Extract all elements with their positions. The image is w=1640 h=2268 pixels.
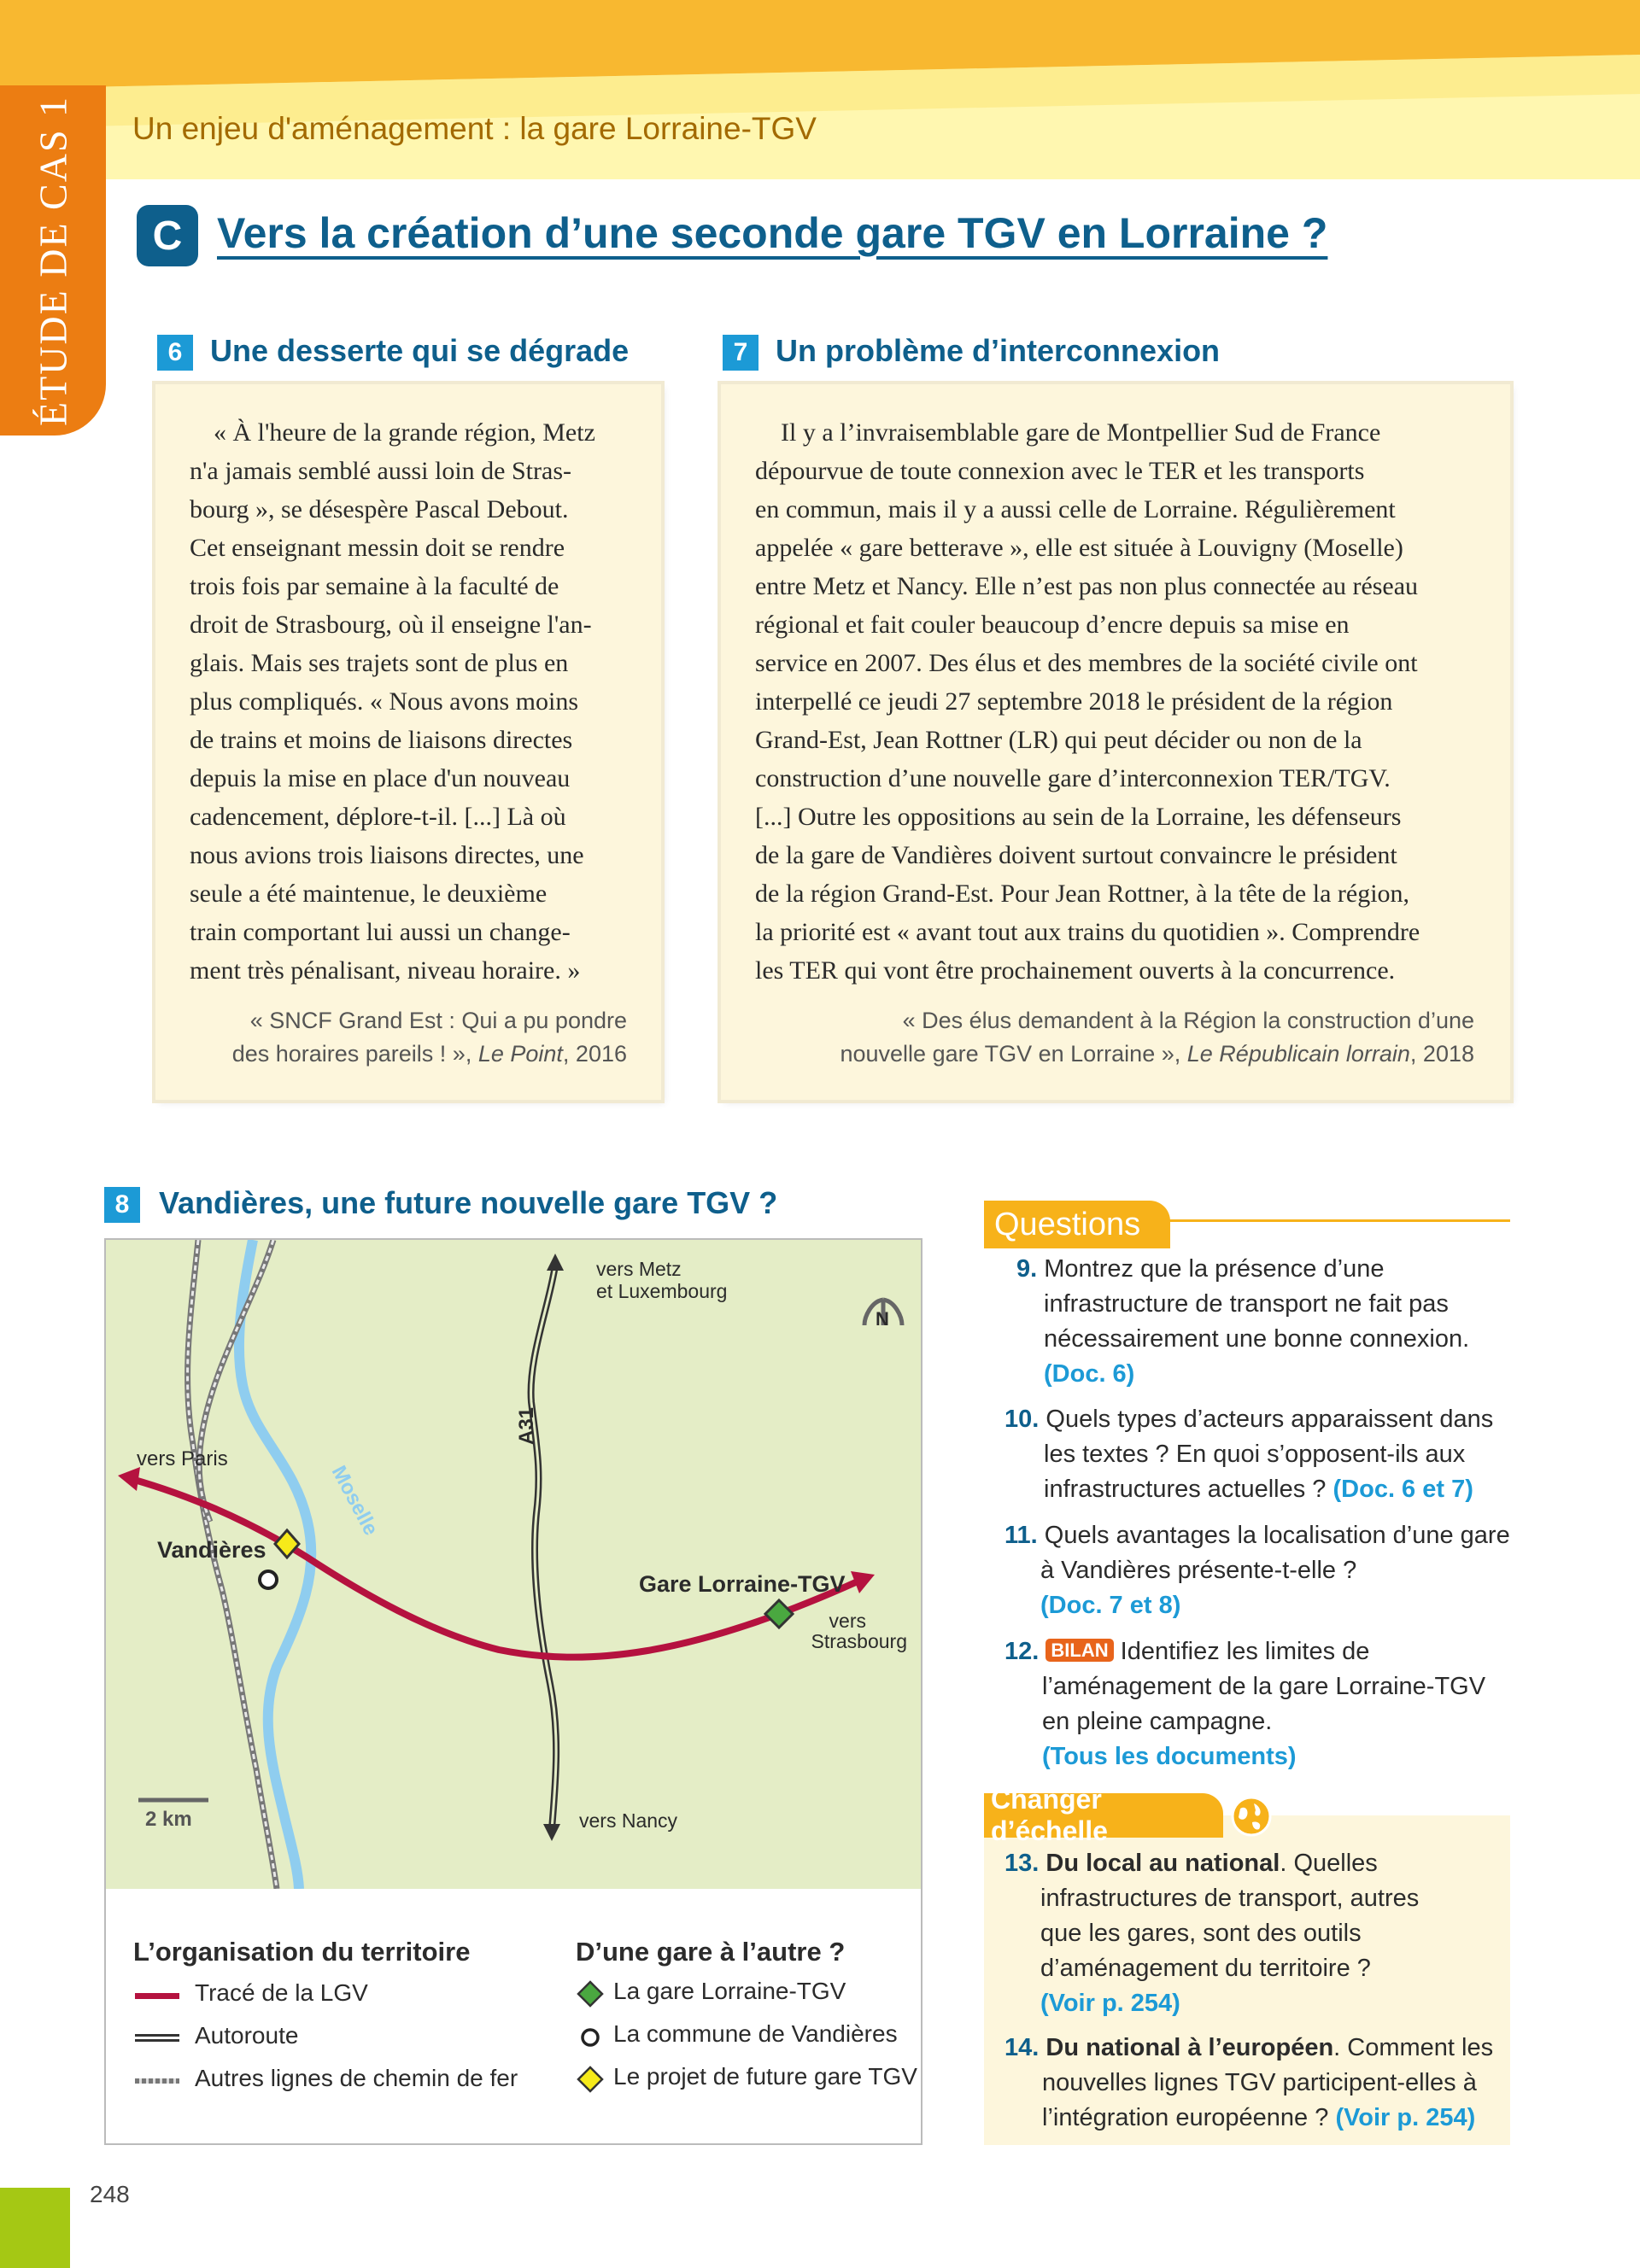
doc7-source-year: , 2018 bbox=[1409, 1041, 1474, 1067]
doc7-title: Un problème d’interconnexion bbox=[776, 333, 1221, 368]
doc6-source-part: des horaires pareils ! », bbox=[231, 1041, 472, 1067]
scale-label: 2 km bbox=[145, 1808, 192, 1831]
doc6-line: depuis la mise en place d'un nouveau bbox=[190, 764, 571, 792]
question-11-number: 11. bbox=[1004, 1522, 1038, 1549]
doc6-line: trois fois par semaine à la faculté de bbox=[190, 572, 559, 600]
doc6-line: n'a jamais semblé aussi loin de Stras- bbox=[190, 457, 571, 485]
doc7-line: Il y a l’invraisemblable gare de Montpellier Sud de France bbox=[781, 418, 1381, 447]
label-vers-strasbourg-1: vers bbox=[829, 1610, 866, 1632]
doc6-line: glais. Mais ses trajets sont de plus en bbox=[190, 649, 569, 677]
doc6-line: train comportant lui aussi un change- bbox=[190, 918, 571, 946]
legend-autoroute-swatch bbox=[135, 2034, 179, 2042]
doc6-source-line bbox=[183, 1038, 627, 1071]
doc6-source bbox=[183, 1004, 627, 1071]
question-10-text: Quels types d’acteurs apparaissent dans bbox=[1046, 1406, 1494, 1433]
question-9-text: infrastructure de transport ne fait pas bbox=[1044, 1290, 1449, 1318]
question-10-ref: (Doc. 6 et 7) bbox=[1332, 1476, 1473, 1503]
question-14-text: l’intégration européenne ? bbox=[1042, 2104, 1329, 2131]
question-10-text: infrastructures actuelles ? bbox=[1044, 1476, 1327, 1503]
question-13-ref: (Voir p. 254) bbox=[1040, 1990, 1180, 2017]
legend-gare-marker bbox=[578, 1982, 602, 2006]
doc7-line: appelée « gare betterave », elle est située à Louvigny (Moselle) bbox=[755, 534, 1403, 562]
label-gare-lorraine: Gare Lorraine-TGV bbox=[639, 1571, 846, 1597]
question-13-text: que les gares, sont des outils bbox=[1040, 1920, 1362, 1947]
doc6-number: 6 bbox=[157, 335, 193, 371]
legend-lgv-swatch bbox=[135, 1993, 179, 1999]
top-banner bbox=[0, 0, 1640, 179]
doc7-line: en commun, mais il y a aussi celle de Lorraine. Régulièrement bbox=[755, 495, 1396, 523]
question-11-line bbox=[1004, 1518, 1512, 1553]
question-12-ref: (Tous les documents) bbox=[1042, 1743, 1297, 1770]
legend-projet: Le projet de future gare TGV bbox=[613, 2063, 917, 2090]
doc6-line: cadencement, déplore-t-il. [...] Là où bbox=[190, 803, 566, 831]
legend-autoroute: Autoroute bbox=[195, 2022, 299, 2049]
map bbox=[106, 1240, 921, 1889]
question-12-text: en pleine campagne. bbox=[1042, 1708, 1273, 1735]
doc6-line: de trains et moins de liaisons directes bbox=[190, 726, 573, 754]
question-14-line bbox=[1004, 2101, 1512, 2136]
doc7-line: dépourvue de toute connexion avec le TER et les transports bbox=[755, 457, 1365, 485]
label-vers-nancy: vers Nancy bbox=[579, 1809, 678, 1832]
question-9-text: Montrez que la présence d’une bbox=[1044, 1255, 1385, 1283]
question-14-text: . Comment les bbox=[1333, 2034, 1494, 2061]
doc6-line: bourg », se désespère Pascal Debout. bbox=[190, 495, 569, 523]
globe-icon bbox=[1230, 1795, 1273, 1838]
doc7-line: régional et fait couler beaucoup d’encre depuis sa mise en bbox=[755, 611, 1350, 639]
section-letter: C bbox=[137, 205, 198, 266]
doc6-line: plus compliqués. « Nous avons moins bbox=[190, 687, 578, 716]
question-12 bbox=[1004, 1633, 1512, 1774]
doc6-source-title: Le Point bbox=[477, 1041, 563, 1067]
legend-rail-swatch bbox=[135, 2078, 179, 2084]
question-9-number: 9. bbox=[1016, 1255, 1038, 1283]
legend-rail: Autres lignes de chemin de fer bbox=[195, 2065, 518, 2091]
question-9-line bbox=[1016, 1252, 1512, 1287]
label-vers-paris: vers Paris bbox=[137, 1447, 228, 1470]
label-vers-metz-2: et Luxembourg bbox=[596, 1280, 728, 1302]
legend-projet-marker bbox=[578, 2067, 602, 2091]
doc7-line: construction d’une nouvelle gare d’interconnexion TER/TGV. bbox=[755, 764, 1391, 792]
doc7-line: [...] Outre les oppositions au sein de la Lorraine, les défenseurs bbox=[755, 803, 1402, 831]
legend-markers bbox=[576, 1979, 605, 2116]
question-9-text: nécessairement une bonne connexion. bbox=[1044, 1325, 1470, 1353]
question-10-text: les textes ? En quoi s’opposent-ils aux bbox=[1044, 1441, 1466, 1468]
bilan-badge: BILAN bbox=[1046, 1639, 1113, 1662]
question-13-text: . Quelles bbox=[1280, 1850, 1378, 1877]
doc7-source-part: nouvelle gare TGV en Lorraine », bbox=[840, 1041, 1181, 1067]
label-moselle: Moselle bbox=[326, 1462, 383, 1540]
doc7-box bbox=[721, 384, 1510, 1100]
doc7-source bbox=[757, 1004, 1474, 1071]
label-vers-metz-1: vers Metz bbox=[596, 1258, 682, 1280]
legend-commune: La commune de Vandières bbox=[613, 2020, 898, 2047]
question-9-ref: (Doc. 6) bbox=[1044, 1360, 1135, 1388]
question-10-line bbox=[1004, 1472, 1512, 1507]
doc7-source-title: Le Républicain lorrain bbox=[1186, 1041, 1410, 1067]
north-label: N bbox=[876, 1308, 889, 1330]
doc7-line: de la région Grand-Est. Pour Jean Rottner, à la tête de la région, bbox=[755, 880, 1410, 908]
legend-title-left: L’organisation du territoire bbox=[133, 1937, 471, 1967]
label-vers-strasbourg-2: Strasbourg bbox=[811, 1630, 907, 1652]
question-14-line bbox=[1004, 2031, 1512, 2066]
doc6-box bbox=[155, 384, 661, 1100]
doc7-line: Grand-Est, Jean Rottner (LR) qui peut décider ou non de la bbox=[755, 726, 1362, 754]
question-14-ref: (Voir p. 254) bbox=[1335, 2104, 1476, 2131]
question-14-text: nouvelles lignes TGV participent-elles à bbox=[1042, 2069, 1477, 2096]
doc7-number: 7 bbox=[723, 335, 758, 371]
changer-echelle-tab: Changer d’échelle bbox=[984, 1793, 1223, 1838]
question-10-line bbox=[1004, 1402, 1512, 1437]
question-11-text: Quels avantages la localisation d’une gare bbox=[1044, 1522, 1510, 1549]
doc7-source-line: « Des élus demandent à la Région la construction d’une bbox=[902, 1008, 1474, 1033]
doc8-number: 8 bbox=[104, 1187, 140, 1223]
label-a31: A31 bbox=[515, 1406, 538, 1445]
doc6-line: seule a été maintenue, le deuxième bbox=[190, 880, 548, 908]
doc7-line: entre Metz et Nancy. Elle n’est pas non plus connectée au réseau bbox=[755, 572, 1419, 600]
question-10-number: 10. bbox=[1004, 1406, 1040, 1433]
section-title: Vers la création d’une seconde gare TGV en Lorraine ? bbox=[217, 209, 1328, 257]
doc6-line: Cet enseignant messin doit se rendre bbox=[190, 534, 565, 562]
question-13-line bbox=[1004, 1846, 1512, 1881]
legend-commune-marker bbox=[583, 2030, 598, 2045]
question-13-heading: Du local au national bbox=[1046, 1850, 1280, 1877]
question-11 bbox=[1004, 1518, 1512, 1623]
question-14-number: 14. bbox=[1004, 2034, 1040, 2061]
label-vandieres: Vandières bbox=[157, 1537, 266, 1563]
doc7-line: les TER qui vont être prochainement ouverts à la concurrence. bbox=[755, 956, 1396, 985]
map-background bbox=[106, 1240, 921, 1889]
doc6-line: « À l'heure de la grande région, Metz bbox=[214, 418, 595, 447]
legend-title-right: D’une gare à l’autre ? bbox=[576, 1937, 846, 1967]
corner-accent bbox=[0, 2188, 70, 2268]
question-12-text: l’aménagement de la gare Lorraine-TGV bbox=[1042, 1673, 1486, 1700]
questions-tab: Questions bbox=[984, 1201, 1170, 1248]
doc7-source-line bbox=[757, 1038, 1474, 1071]
question-14 bbox=[1004, 2031, 1512, 2136]
side-label: ÉTUDE DE CAS 1 bbox=[31, 95, 75, 426]
case-title: Un enjeu d'aménagement : la gare Lorraine-TGV bbox=[132, 111, 817, 146]
doc6-line: nous avions trois liaisons directes, une bbox=[190, 841, 584, 869]
question-11-text: à Vandières présente-t-elle ? bbox=[1040, 1557, 1357, 1584]
doc6-source-year: , 2016 bbox=[562, 1041, 627, 1067]
question-14-heading: Du national à l’européen bbox=[1046, 2034, 1334, 2061]
question-13 bbox=[1004, 1846, 1512, 2021]
question-12-line bbox=[1004, 1633, 1512, 1669]
question-13-text: d’aménagement du territoire ? bbox=[1040, 1955, 1371, 1982]
legend-lgv: Tracé de la LGV bbox=[195, 1979, 368, 2006]
question-10 bbox=[1004, 1402, 1512, 1507]
question-12-number: 12. bbox=[1004, 1638, 1040, 1665]
question-11-ref: (Doc. 7 et 8) bbox=[1040, 1592, 1181, 1619]
doc7-line: service en 2007. Des élus et des membres de la société civile ont bbox=[755, 649, 1418, 677]
doc6-text bbox=[190, 413, 627, 990]
doc7-line: interpellé ce jeudi 27 septembre 2018 le président de la région bbox=[755, 687, 1393, 716]
question-12-text: Identifiez les limites de bbox=[1120, 1638, 1370, 1665]
doc6-source-line: « SNCF Grand Est : Qui a pu pondre bbox=[249, 1008, 627, 1033]
doc7-text bbox=[755, 413, 1474, 990]
doc6-line: ment très pénalisant, niveau horaire. » bbox=[190, 956, 581, 985]
doc7-line: la priorité est « avant tout aux trains du quotidien ». Comprendre bbox=[755, 918, 1420, 946]
doc7-line: de la gare de Vandières doivent surtout convaincre le président bbox=[755, 841, 1397, 869]
doc6-line: droit de Strasbourg, où il enseigne l'an- bbox=[190, 611, 592, 639]
doc8-title: Vandières, une future nouvelle gare TGV ? bbox=[159, 1185, 778, 1220]
page-number: 248 bbox=[90, 2181, 130, 2207]
vandieres-marker bbox=[260, 1571, 277, 1588]
legend-gare-lorraine: La gare Lorraine-TGV bbox=[613, 1978, 846, 2004]
question-13-text: infrastructures de transport, autres bbox=[1040, 1885, 1420, 1912]
question-9 bbox=[1016, 1252, 1512, 1392]
question-13-number: 13. bbox=[1004, 1850, 1040, 1877]
doc6-title: Une desserte qui se dégrade bbox=[210, 333, 630, 368]
